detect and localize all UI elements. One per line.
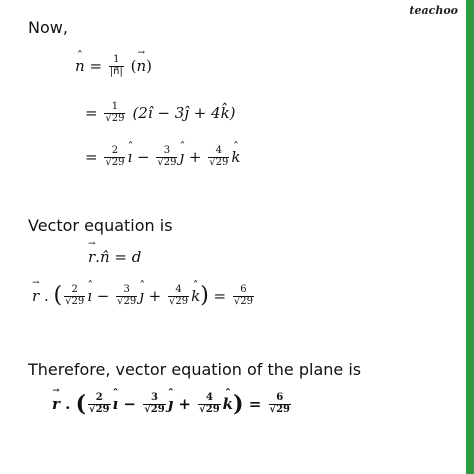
fraction-1-over-norm: $\frac{1}{|n⃗|}$	[109, 54, 123, 77]
therefore-label: Therefore, vector equation of the plane is	[28, 360, 362, 379]
n-hat: n ˆ	[75, 57, 85, 75]
side-accent-bar	[466, 0, 474, 474]
n-vector: n →	[136, 57, 146, 75]
equation-r-dot-n: r → .n̂ = d	[88, 248, 141, 266]
equation-line-2: = $\frac{1}{√29}$ (2î − 3ĵ + 4k̂)	[85, 101, 236, 124]
equation-line-4: r → . ( $\frac{2}{√29}$ ı ˆ − $\frac{3}{√29}$ ȷ ˆ + $\frac{4}{√29}$ k ˆ ) = $\frac{6}{√29}$	[32, 285, 256, 307]
coefficient-expression: (2î − 3ĵ + 4k̂)	[132, 104, 236, 122]
equation-line-1: n ˆ = $\frac{1}{|n⃗|}$ ( n → )	[75, 55, 152, 77]
now-label: Now,	[28, 18, 68, 37]
equation-final: r → . ( $\frac{2}{√29}$ ı ˆ − $\frac{3}{√29}$ ȷ ˆ + $\frac{4}{√29}$ k ˆ ) = $\frac{6}{√29}$	[52, 393, 293, 415]
equation-line-3: = $\frac{2}{√29}$ ı ˆ − $\frac{3}{√29}$ ȷ ˆ + $\frac{4}{√29}$ k ˆ	[85, 146, 240, 168]
vector-equation-label: Vector equation is	[28, 216, 173, 235]
fraction-1-over-root29: $\frac{1}{√29}$	[105, 101, 125, 124]
teachoo-logo: teachoo	[409, 4, 458, 17]
